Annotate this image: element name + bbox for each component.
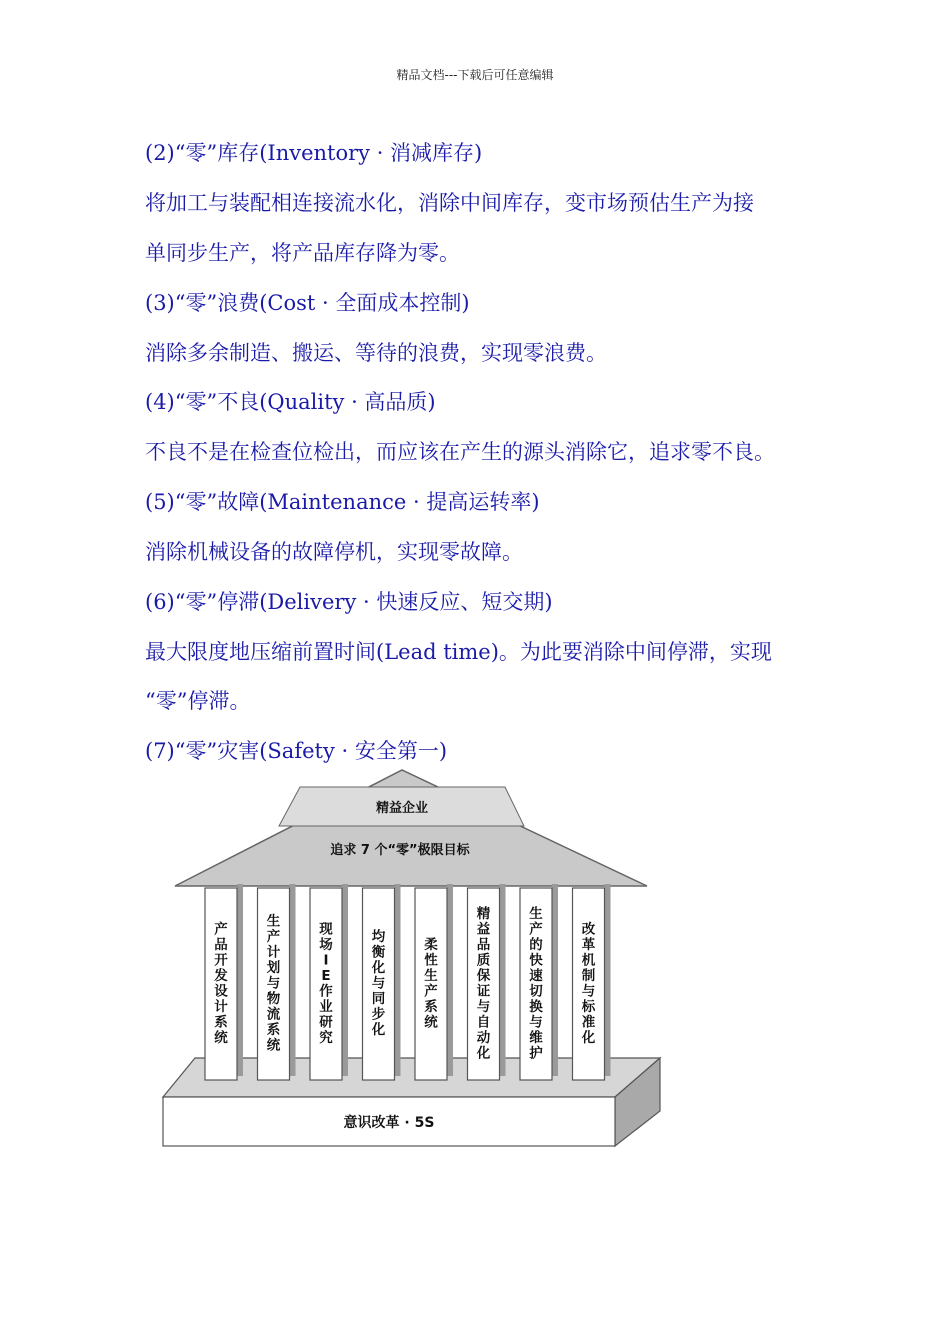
text-line: “零”停滞。	[145, 689, 251, 713]
pillar-shadow	[605, 884, 611, 1076]
pillar-label: 柔性生产系统	[424, 936, 438, 1031]
text-line: (5)“零”故障(Maintenance · 提高运转率)	[145, 490, 540, 514]
pillar-shadow	[395, 884, 401, 1076]
text-line: 消除机械设备的故障停机，实现零故障。	[145, 540, 523, 564]
pillar-shadow	[290, 884, 296, 1076]
text-line: (4)“零”不良(Quality · 高品质)	[145, 390, 436, 414]
page-header: 精品文档---下载后可任意编辑	[396, 68, 554, 82]
lean-temple-svg	[155, 765, 665, 1155]
pillar-label: 生产的快速切换与维护	[529, 905, 543, 1062]
pillar-shadow	[500, 884, 506, 1076]
roof-goal-label: 追求 7 个“零”极限目标	[330, 843, 470, 858]
pillar-label: 均衡化与同步化	[371, 929, 386, 1039]
pillar-label: 生产计划与物流系统	[266, 913, 281, 1054]
text-line: 将加工与装配相连接流水化，消除中间库存，变市场预估生产为接	[145, 191, 754, 215]
text-line: (6)“零”停滞(Delivery · 快速反应、短交期)	[145, 590, 553, 614]
pillar-label: 产品开发设计系统	[214, 921, 228, 1046]
pillar-shadow	[342, 884, 348, 1076]
text-line: (2)“零”库存(Inventory · 消减库存)	[145, 141, 483, 165]
text-line: 单同步生产，将产品库存降为零。	[145, 241, 460, 265]
roof-top-label: 精益企业	[375, 801, 429, 816]
text-line: 消除多余制造、搬运、等待的浪费，实现零浪费。	[145, 341, 607, 365]
text-line: 不良不是在检查位检出，而应该在产生的源头消除它，追求零不良。	[145, 440, 775, 464]
base-label: 意识改革 · 5S	[343, 1115, 435, 1131]
text-line: (3)“零”浪费(Cost · 全面成本控制)	[145, 291, 470, 315]
pillar-label: 改革机制与标准化	[581, 921, 596, 1046]
pillars	[205, 884, 611, 1080]
lean-temple-diagram	[155, 765, 665, 1155]
pillar-label: 精益品质保证与自动化	[476, 905, 491, 1062]
pillar-label: 现场 I E 作业研究	[319, 921, 333, 1046]
pillar-shadow	[447, 884, 453, 1076]
pillar-shadow	[552, 884, 558, 1076]
text-line: 最大限度地压缩前置时间(Lead time)。为此要消除中间停滞，实现	[145, 640, 772, 664]
text-line: (7)“零”灾害(Safety · 安全第一)	[145, 739, 448, 763]
pillar-shadow	[237, 884, 243, 1076]
